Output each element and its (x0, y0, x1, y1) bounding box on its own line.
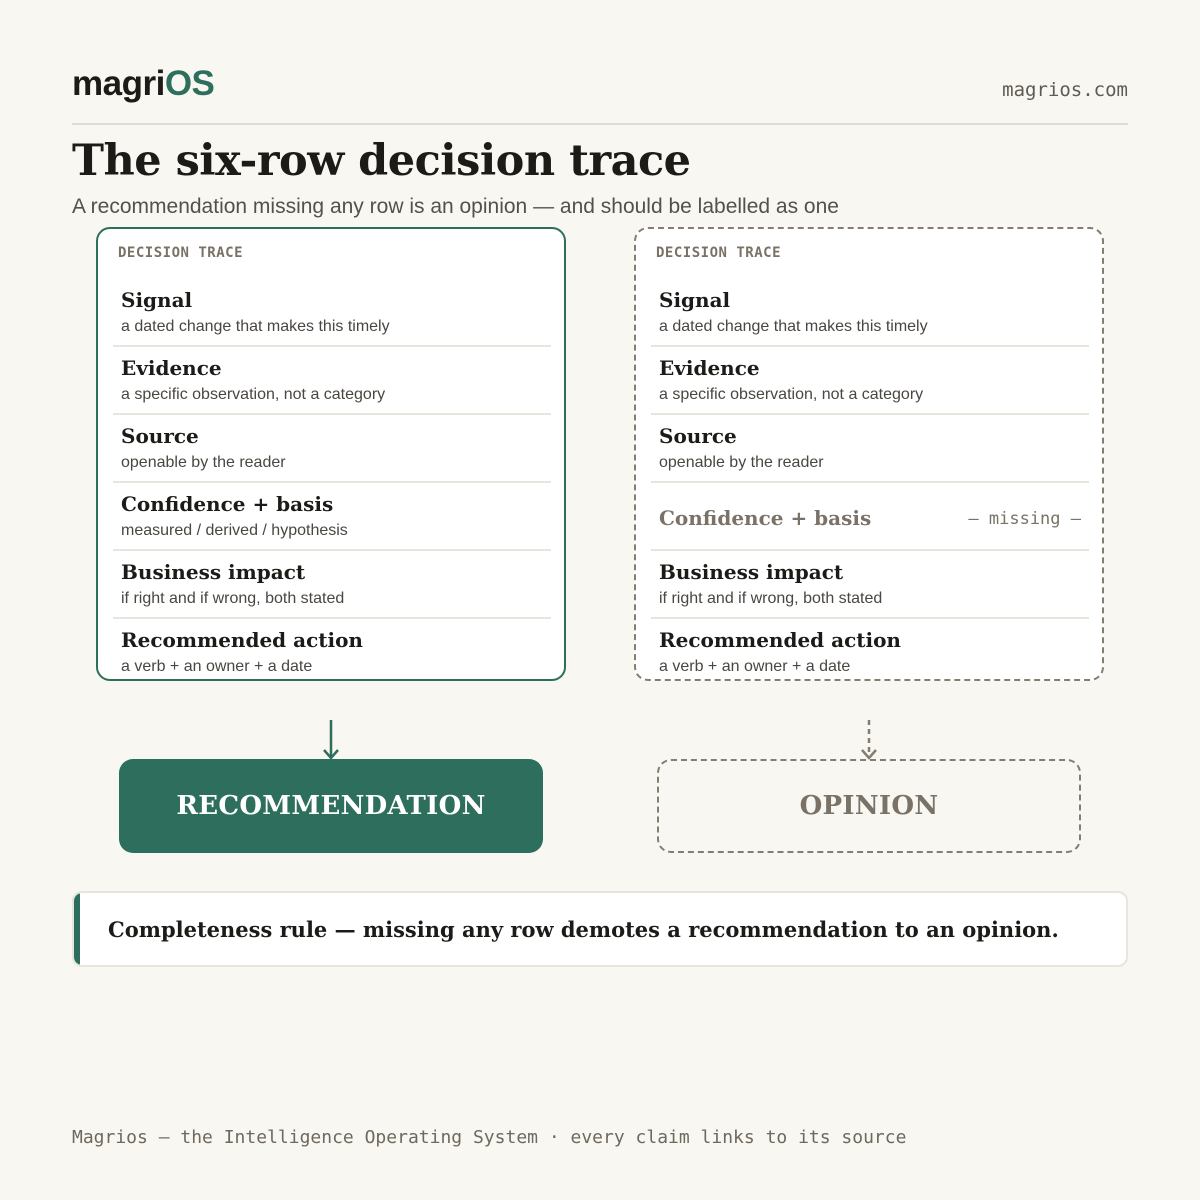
row-title: Signal (659, 288, 731, 312)
opinion-outcome-box (657, 759, 1081, 853)
dashed-arrow-down-icon (859, 718, 879, 762)
row-title: Recommended action (121, 628, 363, 652)
row-title: Evidence (121, 356, 222, 380)
opinion-label: OPINION (799, 791, 939, 821)
recommendation-outcome-box (119, 759, 543, 853)
row-title: Evidence (659, 356, 760, 380)
row-title: Business impact (659, 560, 844, 584)
logo-text-main: magri (72, 64, 165, 103)
card-label: DECISION TRACE (656, 245, 782, 261)
row-description: measured / derived / hypothesis (121, 522, 348, 539)
row-title: Source (121, 424, 199, 448)
callout-text: Completeness rule — missing any row demotes a recommendation to an opinion. (108, 917, 1059, 942)
trace-row-business-impact (651, 551, 1089, 619)
row-title: Recommended action (659, 628, 901, 652)
page-title: The six-row decision trace (72, 136, 691, 186)
logo-text-accent: OS (164, 64, 215, 103)
row-description: a specific observation, not a category (121, 386, 386, 403)
trace-row-signal (113, 279, 551, 347)
callout-accent-bar (72, 891, 80, 967)
trace-row-source (113, 415, 551, 483)
header-divider (72, 123, 1128, 125)
row-title: Business impact (121, 560, 306, 584)
solid-arrow-down-icon (321, 718, 341, 762)
row-description: openable by the reader (659, 454, 824, 471)
row-description: if right and if wrong, both stated (659, 590, 883, 607)
trace-row-evidence (651, 347, 1089, 415)
incomplete-trace-card (634, 227, 1104, 681)
row-description: openable by the reader (121, 454, 286, 471)
complete-trace-card (96, 227, 566, 681)
site-url: magrios.com (1002, 79, 1128, 101)
row-description: a specific observation, not a category (659, 386, 924, 403)
row-title: Confidence + basis (659, 506, 872, 530)
row-title: Source (659, 424, 737, 448)
trace-row-evidence (113, 347, 551, 415)
trace-rows (651, 279, 1089, 687)
page-subtitle: A recommendation missing any row is an opinion — and should be labelled as one (72, 195, 839, 218)
row-description: a dated change that makes this timely (121, 318, 390, 335)
row-title: Confidence + basis (121, 492, 334, 516)
row-description: a dated change that makes this timely (659, 318, 928, 335)
trace-row-confidence (113, 483, 551, 551)
row-description: a verb + an owner + a date (121, 658, 313, 675)
trace-rows (113, 279, 551, 687)
brand-logo (72, 64, 214, 104)
footer-tagline: Magrios — the Intelligence Operating System · every claim links to its source (72, 1127, 907, 1148)
row-description: if right and if wrong, both stated (121, 590, 345, 607)
row-title: Signal (121, 288, 193, 312)
missing-tag: — missing — (968, 509, 1081, 529)
trace-row-business-impact (113, 551, 551, 619)
card-label: DECISION TRACE (118, 245, 244, 261)
trace-row-confidence-missing (651, 483, 1089, 551)
row-description: a verb + an owner + a date (659, 658, 851, 675)
completeness-rule-callout (72, 891, 1128, 967)
trace-row-recommended-action (113, 619, 551, 687)
recommendation-label: RECOMMENDATION (176, 791, 486, 821)
trace-row-source (651, 415, 1089, 483)
trace-row-recommended-action (651, 619, 1089, 687)
trace-row-signal (651, 279, 1089, 347)
